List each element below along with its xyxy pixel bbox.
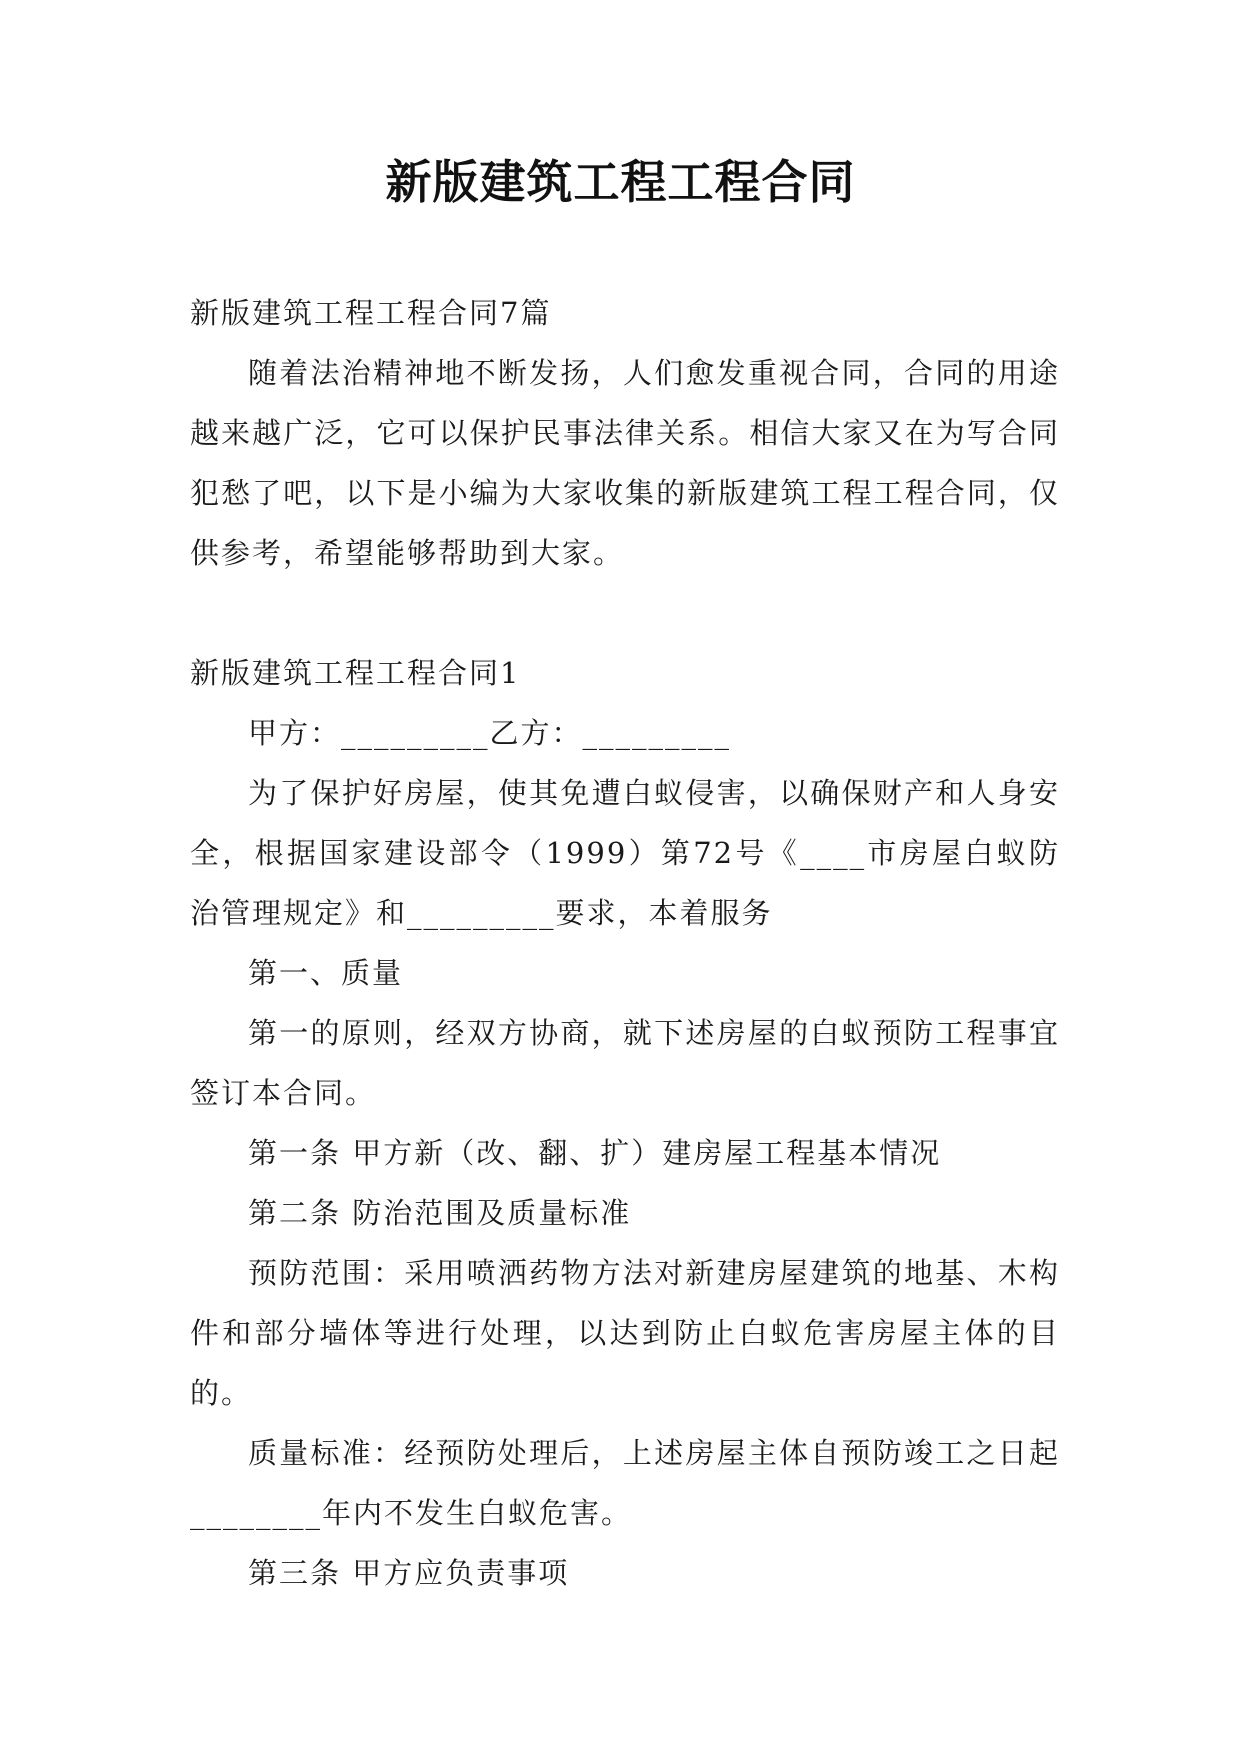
document-title: 新版建筑工程工程合同 xyxy=(385,155,856,209)
subtitle-line: 新版建筑工程工程合同7篇 xyxy=(190,296,552,330)
quality-standard: 质量标准：经预防处理后，上述房屋主体自预防竣工之日起________年内不发生白蚁危害。 xyxy=(190,1436,1060,1530)
section-heading: 新版建筑工程工程合同1 xyxy=(190,656,521,690)
parties-line: 甲方：_________乙方：_________ xyxy=(248,716,732,750)
clause-quality-heading: 第一、质量 xyxy=(248,956,404,990)
purpose-paragraph: 为了保护好房屋，使其免遭白蚁侵害，以确保财产和人身安全，根据国家建设部令（1999）第72号《____市房屋白蚁防治管理规定》和_________要求，本着服务 xyxy=(190,776,1060,930)
article-1: 第一条 甲方新（改、翻、扩）建房屋工程基本情况 xyxy=(248,1136,942,1170)
principle-paragraph: 第一的原则，经双方协商，就下述房屋的白蚁预防工程事宜签订本合同。 xyxy=(190,1016,1060,1110)
prevention-scope: 预防范围：采用喷洒药物方法对新建房屋建筑的地基、木构件和部分墙体等进行处理，以达到防止白蚁危害房屋主体的目的。 xyxy=(190,1256,1060,1410)
intro-paragraph: 随着法治精神地不断发扬，人们愈发重视合同，合同的用途越来越广泛，它可以保护民事法律关系。相信大家又在为写合同犯愁了吧，以下是小编为大家收集的新版建筑工程工程合同，仅供参考，希望能够帮助到大家。 xyxy=(190,356,1060,570)
article-3: 第三条 甲方应负责事项 xyxy=(248,1556,570,1590)
document-body xyxy=(190,283,1060,1603)
article-2: 第二条 防治范围及质量标准 xyxy=(248,1196,632,1230)
